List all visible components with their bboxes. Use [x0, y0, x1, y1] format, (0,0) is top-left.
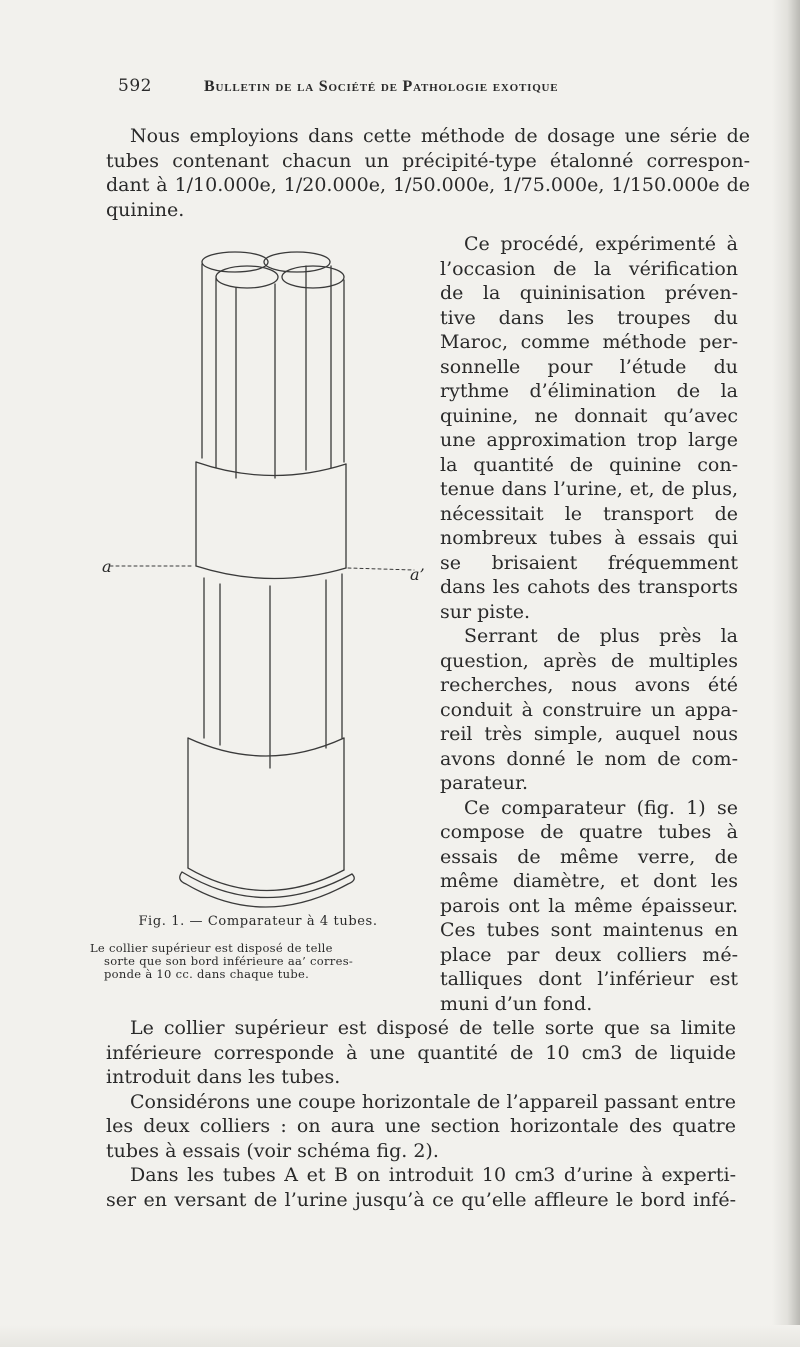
figure-caption: Fig. 1. — Comparateur à 4 tubes. — [138, 914, 378, 929]
label-a: a — [102, 557, 112, 576]
side-line: se brisaient fréquemment — [440, 551, 738, 574]
running-head — [118, 76, 738, 102]
page-bottom-shadow — [0, 1325, 800, 1347]
bottom-line: Dans les tubes A et B on introduit 10 cm3 d’urine à experti- — [130, 1164, 736, 1186]
side-column-text — [440, 232, 738, 1016]
bottom-line: tubes à essais (voir schéma fig. 2). — [106, 1139, 439, 1162]
side-line: Ce procédé, expérimenté à — [464, 233, 738, 255]
tube-top-back-right — [264, 252, 330, 272]
side-line: une approximation trop large — [440, 429, 738, 451]
tube-top-front-left — [216, 266, 278, 288]
side-line: muni d’un fond. — [440, 992, 593, 1015]
figure-legend-line: sorte que son bord inférieure aa’ corres- — [104, 954, 354, 968]
side-line: compose de quatre tubes à — [440, 821, 738, 843]
intro-line: quinine. — [106, 198, 185, 221]
page-number: 592 — [118, 76, 152, 96]
tube-top-front-right — [282, 266, 344, 288]
intro-paragraph — [106, 124, 750, 222]
side-line: talliques dont l’inférieur est — [440, 968, 738, 990]
side-line: parois ont la même épaisseur. — [440, 894, 738, 917]
figure-legend — [90, 942, 422, 981]
side-line: conduit à construire un appa- — [440, 698, 738, 721]
side-line: recherches, nous avons été — [440, 674, 738, 696]
side-line: Serrant de plus près la — [464, 625, 738, 647]
side-line: essais de même verre, de — [440, 845, 738, 868]
side-line: nécessitait le transport de — [440, 502, 738, 525]
figure-legend-line: ponde à 10 cc. dans chaque tube. — [104, 967, 310, 981]
intro-line: dant à 1/10.000e, 1/20.000e, 1/50.000e, 1/75.000e, 1/150.000e de — [106, 174, 750, 196]
side-line: rythme d’élimination de la — [440, 380, 738, 402]
side-line: reil très simple, auquel nous — [440, 723, 738, 745]
page-edge-shadow — [772, 0, 800, 1347]
side-line: nombreux tubes à essais qui — [440, 527, 738, 549]
side-line: de la quininisation préven- — [440, 282, 738, 304]
side-line: sur piste. — [440, 600, 531, 623]
bottom-line: Le collier supérieur est disposé de telle sorte que sa limite — [130, 1017, 736, 1039]
side-line: place par deux colliers mé- — [440, 943, 738, 966]
figure-legend-line: Le collier supérieur est disposé de telle — [90, 941, 333, 955]
side-line: dans les cahots des transports — [440, 576, 738, 598]
bottom-line: les deux colliers : on aura une section horizontale des quatre — [106, 1115, 736, 1137]
side-line: quinine, ne donnait qu’avec — [440, 404, 738, 427]
side-line: tive dans les troupes du — [440, 306, 738, 329]
side-line: tenue dans l’urine, et, de plus, — [440, 478, 738, 500]
bottom-line: introduit dans les tubes. — [106, 1066, 341, 1088]
bottom-line: inférieure corresponde à une quantité de 10 cm3 de liquide — [106, 1041, 736, 1064]
side-line: même diamètre, et dont les — [440, 870, 738, 892]
side-line: l’occasion de la vérification — [440, 257, 738, 280]
comparateur-drawing — [96, 240, 436, 930]
side-line: Maroc, comme méthode per- — [440, 331, 738, 353]
side-line: Ces tubes sont maintenus en — [440, 919, 738, 941]
bottom-line: Considérons une coupe horizontale de l’appareil passant entre — [130, 1090, 736, 1113]
side-line: sonnelle pour l’étude du — [440, 355, 738, 378]
label-a-prime: a’ — [410, 565, 425, 584]
bottom-text — [106, 1016, 736, 1212]
side-line: parateur. — [440, 772, 529, 794]
side-line: avons donné le nom de com- — [440, 747, 738, 770]
bottom-line: ser en versant de l’urine jusqu’à ce qu’elle affleure le bord infé- — [106, 1188, 736, 1211]
side-line: question, après de multiples — [440, 649, 738, 672]
intro-line: Nous employions dans cette méthode de dosage une série de — [130, 125, 750, 147]
journal-title: Bulletin de la Société de Pathologie exotique — [204, 78, 559, 95]
side-line: Ce comparateur (fig. 1) se — [464, 796, 738, 819]
figure-comparateur — [96, 240, 436, 940]
intro-line: tubes contenant chacun un précipité-type étalonné correspon- — [106, 149, 750, 172]
tube-top-back-left — [202, 252, 268, 272]
side-line: la quantité de quinine con- — [440, 453, 738, 476]
